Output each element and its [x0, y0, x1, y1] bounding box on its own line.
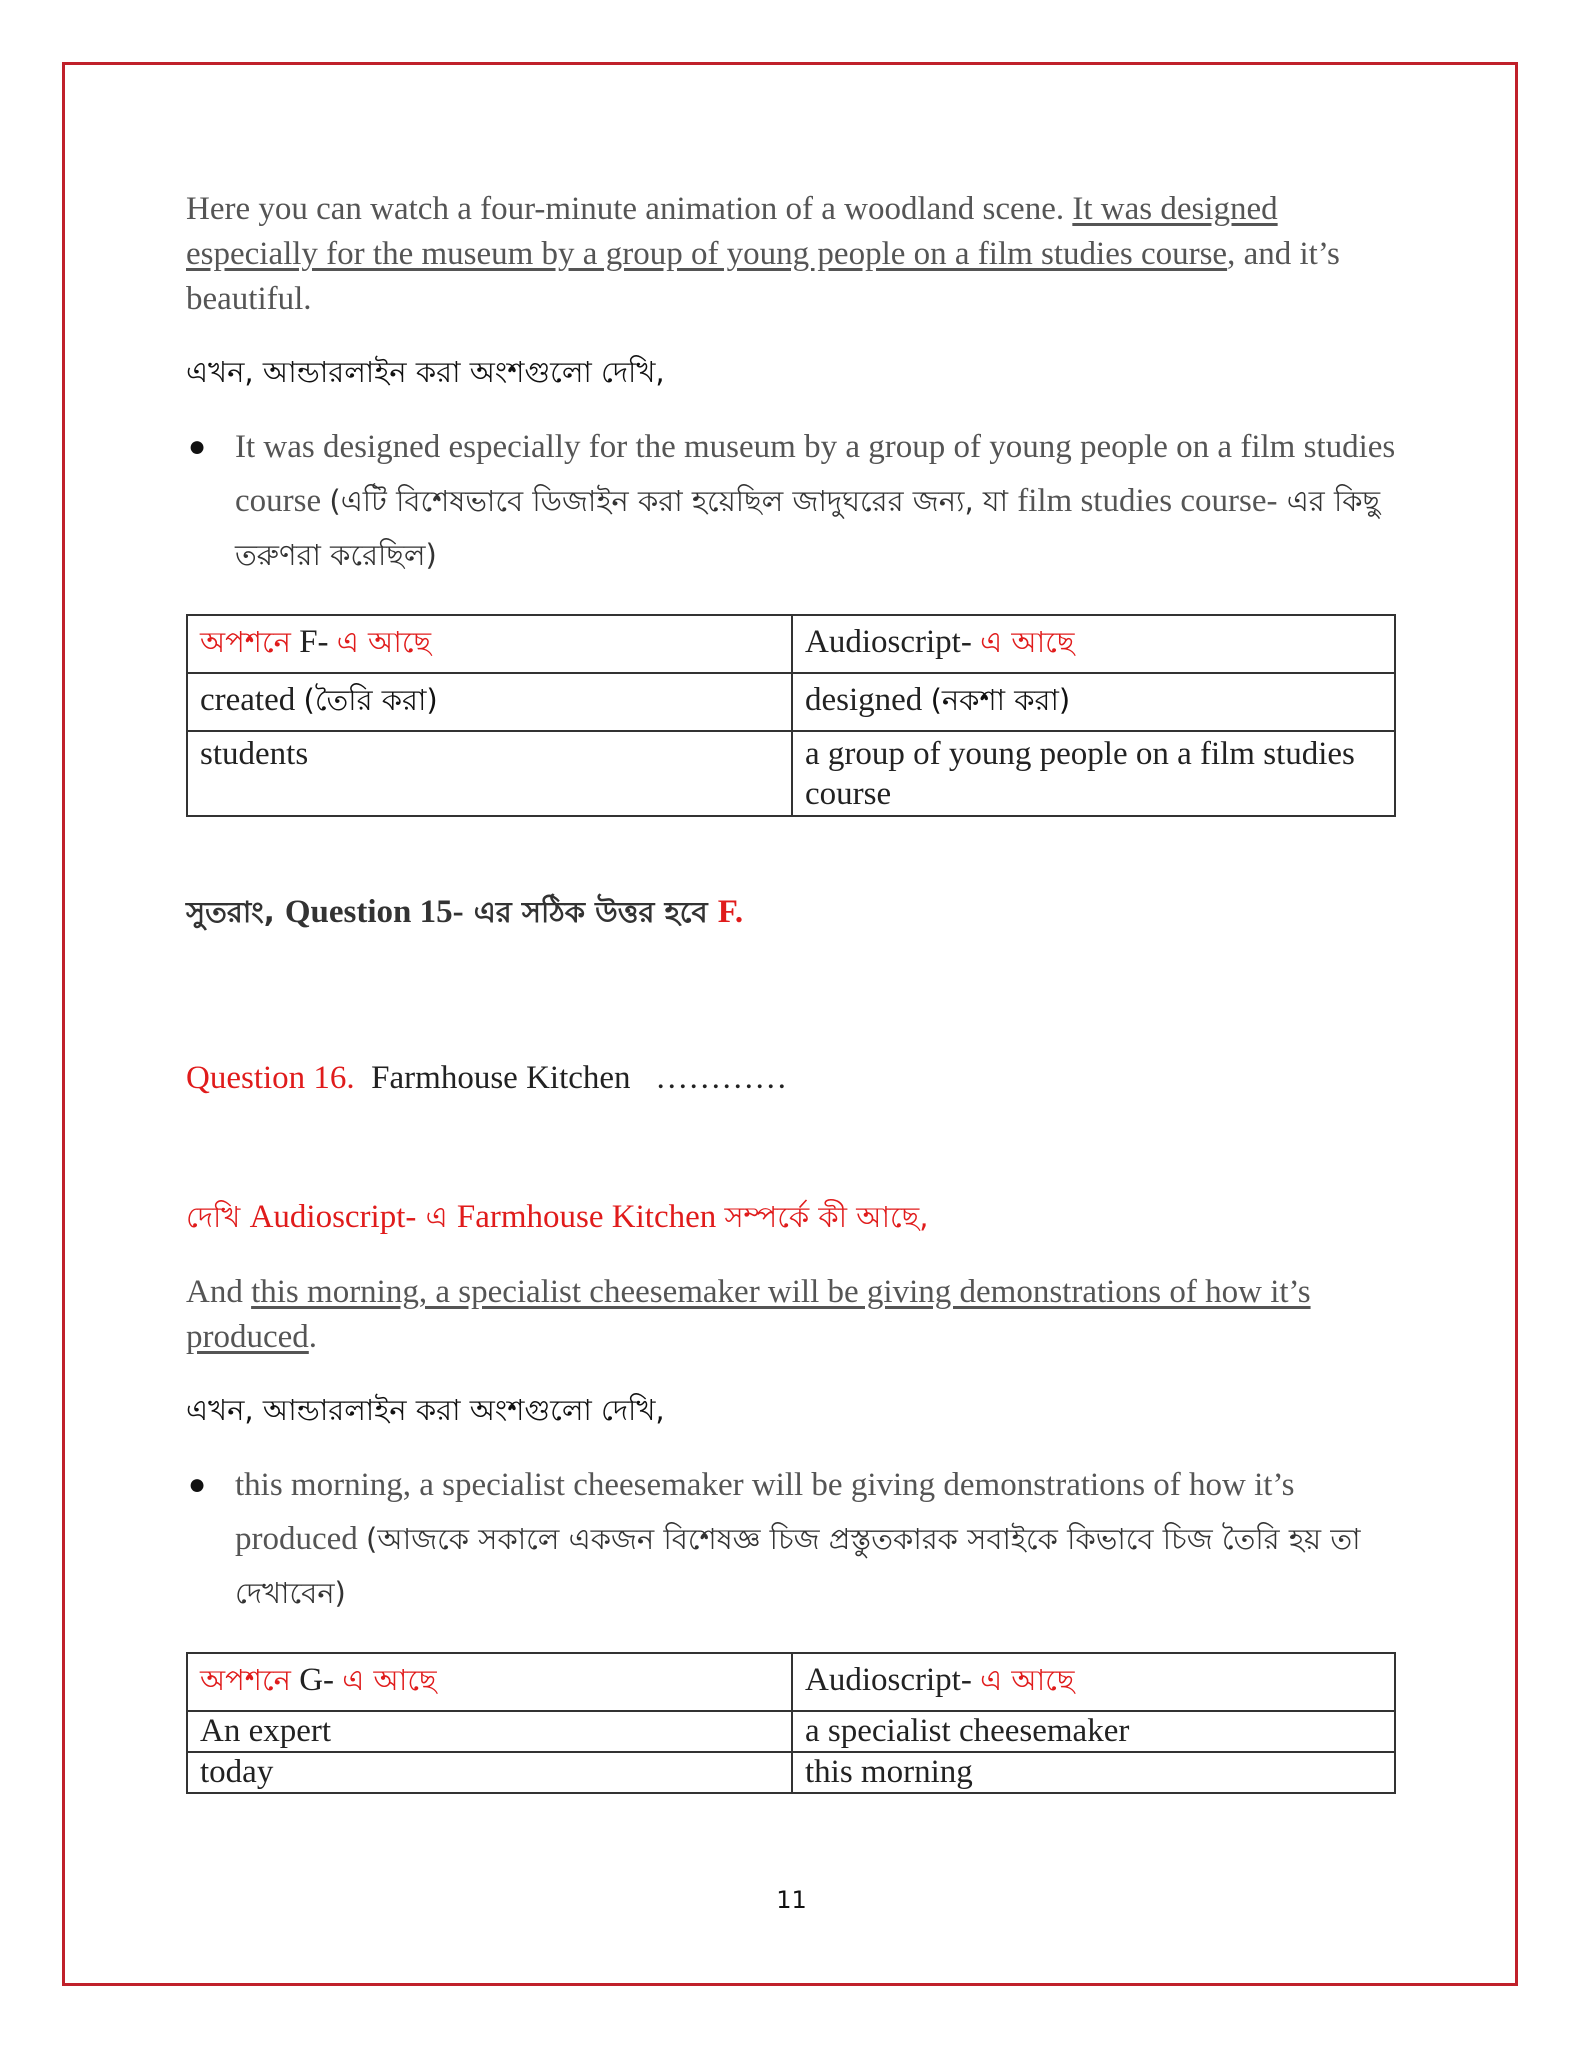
table-cell: created (তৈরি করা): [187, 673, 792, 731]
table-row: [187, 1711, 1395, 1752]
blank-dots: …………: [655, 1060, 788, 1096]
table-row: [187, 731, 1395, 816]
table-cell: today: [187, 1752, 792, 1793]
section-label: এখন, আন্ডারলাইন করা অংশগুলো দেখি,: [186, 1393, 665, 1427]
table-cell: designed (নকশা করা): [792, 673, 1395, 731]
answer-conclusion: সুতরাং, Question 15- এর সঠিক উত্তর হবে F.: [186, 894, 744, 930]
question-number: Question 16.: [186, 1060, 355, 1096]
bullet-item: [186, 420, 1396, 582]
table-header-row: [187, 1653, 1395, 1711]
page-number: 11: [776, 1886, 807, 1914]
table-header-cell: Audioscript- এ আছে: [792, 1653, 1395, 1711]
table-row: [187, 673, 1395, 731]
underlined-text: It was designed especially for the museum by a group of young people on a film studies course: [186, 191, 1278, 272]
table-header-cell: অপশনে G- এ আছে: [187, 1653, 792, 1711]
section-label: এখন, আন্ডারলাইন করা অংশগুলো দেখি,: [186, 355, 665, 389]
comparison-table-f: [186, 614, 1396, 817]
audioscript-paragraph-1: [186, 187, 1396, 322]
table-header-row: [187, 615, 1395, 673]
bullet-text: It was designed especially for the museum by a group of young people on a film studies course (এটি বিশেষভাবে ডিজাইন করা হয়েছিল জাদুঘরের জন্য, যা film studies course- এর কিছু তরুণরা করেছিল): [235, 429, 1396, 572]
table-header-cell: Audioscript- এ আছে: [792, 615, 1395, 673]
bullet-icon: ●: [188, 430, 207, 463]
table-cell: An expert: [187, 1711, 792, 1752]
paragraph-text: , and it’s beautiful.: [186, 236, 1340, 317]
audioscript-lookup-heading: দেখি Audioscript- এ Farmhouse Kitchen সম্পর্কে কী আছে,: [186, 1199, 929, 1235]
question-text: Farmhouse Kitchen: [371, 1060, 631, 1096]
table-cell: students: [187, 731, 792, 816]
bullet-icon: ●: [188, 1468, 207, 1501]
table-cell: a group of young people on a film studies course: [792, 731, 1395, 816]
comparison-table-g: [186, 1652, 1396, 1794]
paragraph-text: Here you can watch a four-minute animation of a woodland scene.: [186, 191, 1073, 227]
table-header-cell: অপশনে F- এ আছে: [187, 615, 792, 673]
bullet-text: this morning, a specialist cheesemaker will be giving demonstrations of how it’s produced (আজকে সকালে একজন বিশেষজ্ঞ চিজ প্রস্তুতকারক সবাইকে কিভাবে চিজ তৈরি হয় তা দেখাবেন): [235, 1467, 1361, 1610]
table-cell: a specialist cheesemaker: [792, 1711, 1395, 1752]
table-row: [187, 1752, 1395, 1793]
audioscript-paragraph-2: And this morning, a specialist cheesemaker will be giving demonstrations of how it’s produced.: [186, 1274, 1311, 1355]
table-cell: this morning: [792, 1752, 1395, 1793]
underlined-text: this morning, a specialist cheesemaker will be giving demonstrations of how it’s produced: [186, 1274, 1311, 1355]
bullet-item: [186, 1458, 1396, 1620]
question-16-heading: [186, 1054, 1396, 1102]
